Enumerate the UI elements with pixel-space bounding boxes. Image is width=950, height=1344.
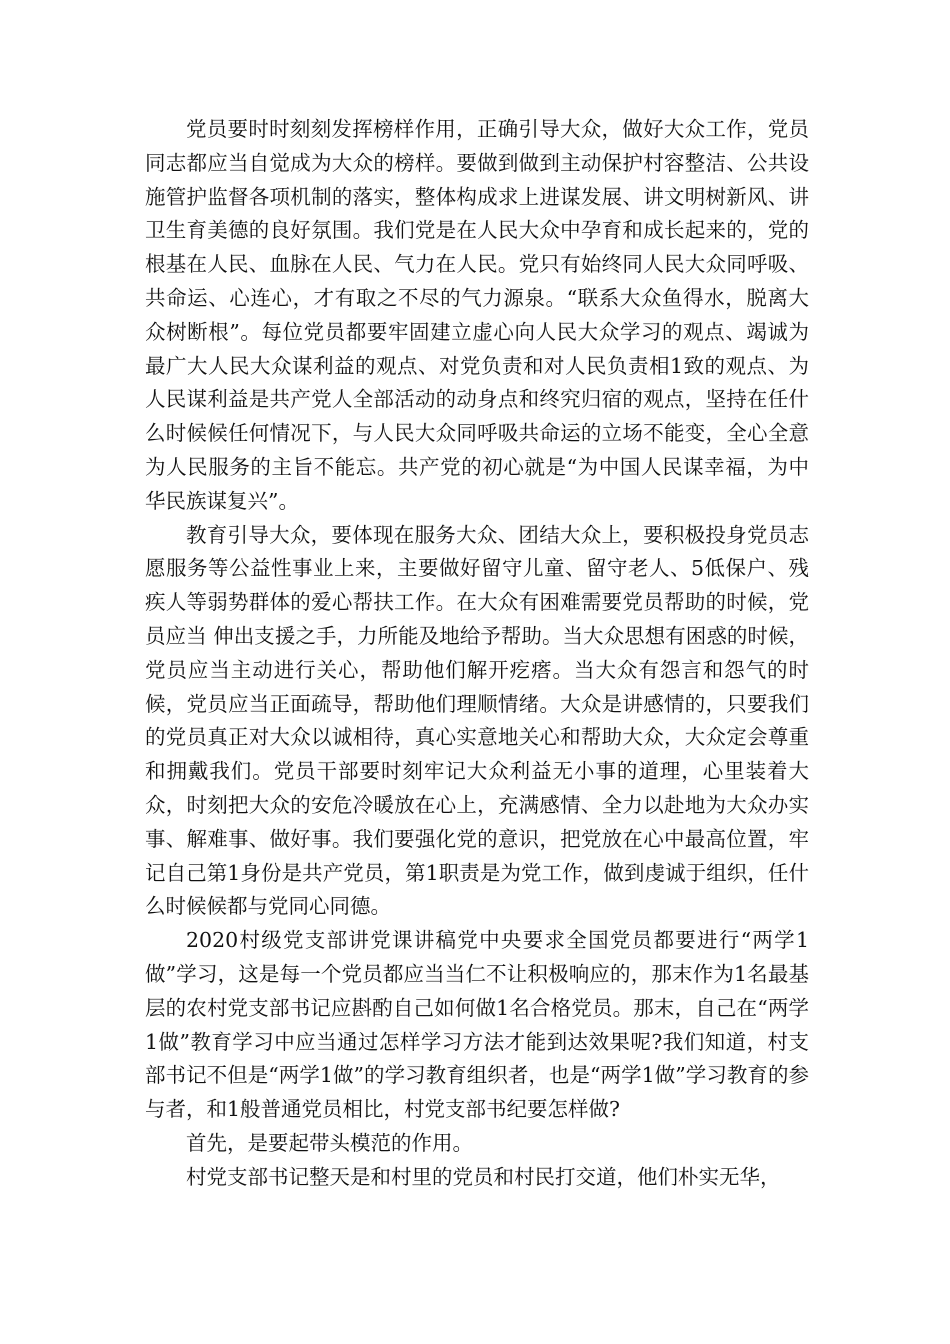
paragraph-first-point: 首先，是要起带头模范的作用。 — [186, 1130, 473, 1155]
paragraph-two-studies: 2020村级党支部讲党课讲稿党中央要求全国党员都要进行“两学1做”学习，这是每一个党员都应当当仁不让积极响应的，那末作为1名最基层的农村党支部书记应斟酌自己如何做1名合格党员。那末，自己在“两学1做”教育学习中应当通过怎样学习方法才能到达效果呢?我们知道，村支部书记不但是“两学1做”的学习教育组织者，也是“两学1做”学习教育的参与者，和1般普通党员相比，村党支部书纪要怎样做? — [145, 928, 809, 1122]
paragraph-village-secretary: 村党支部书记整天是和村里的党员和村民打交道，他们朴实无华， — [186, 1164, 781, 1189]
paragraph-guide-masses: 教育引导大众，要体现在服务大众、团结大众上，要积极投身党员志愿服务等公益性事业上来，主要做好留守儿童、留守老人、5低保户、残疾人等弱势群体的爱心帮扶工作。在大众有困难需要党员帮助的时候，党员应当 伸出支援之手，力所能及地给予帮助。当大众思想有困惑的时候，党员应当主动进行关心，帮助他们解开疙瘩。当大众有怨言和怨气的时候，党员应当正面疏导，帮助他们理顺情绪。大众是讲感情的，只要我们的党员真正对大众以诚相待，真心实意地关心和帮助大众，大众定会尊重和拥戴我们。党员干部要时刻牢记大众利益无小事的道理，心里装着大众，时刻把大众的安危冷暖放在心上，充满感情、全力以赴地为大众办实事、解难事、做好事。我们要强化党的意识，把党放在心中最高位置，牢记自己第1身份是共产党员，第1职责是为党工作，做到虔诚于组织，任什么时候候都与党同心同德。 — [145, 522, 809, 919]
paragraph-role-model: 党员要时时刻刻发挥榜样作用，正确引导大众，做好大众工作，党员同志都应当自觉成为大众的榜样。要做到做到主动保护村容整洁、公共设施管护监督各项机制的落实，整体构成求上进谋发展、讲文明树新风、讲卫生育美德的良好氛围。我们党是在人民大众中孕育和成长起来的，党的根基在人民、血脉在人民、气力在人民。党只有始终同人民大众同呼吸、共命运、心连心，才有取之不尽的气力源泉。“联系大众鱼得水，脱离大众树断根”。每位党员都要牢固建立虚心向人民大众学习的观点、竭诚为最广大人民大众谋利益的观点、对党负责和对人民负责相1致的观点、为人民谋利益是共产党人全部活动的动身点和终究归宿的观点，坚持在任什么时候候任何情况下，与人民大众同呼吸共命运的立场不能变，全心全意为人民服务的主旨不能忘。共产党的初心就是“为中国人民谋幸福，为中华民族谋复兴”。 — [145, 117, 809, 513]
document-page — [145, 113, 809, 1195]
